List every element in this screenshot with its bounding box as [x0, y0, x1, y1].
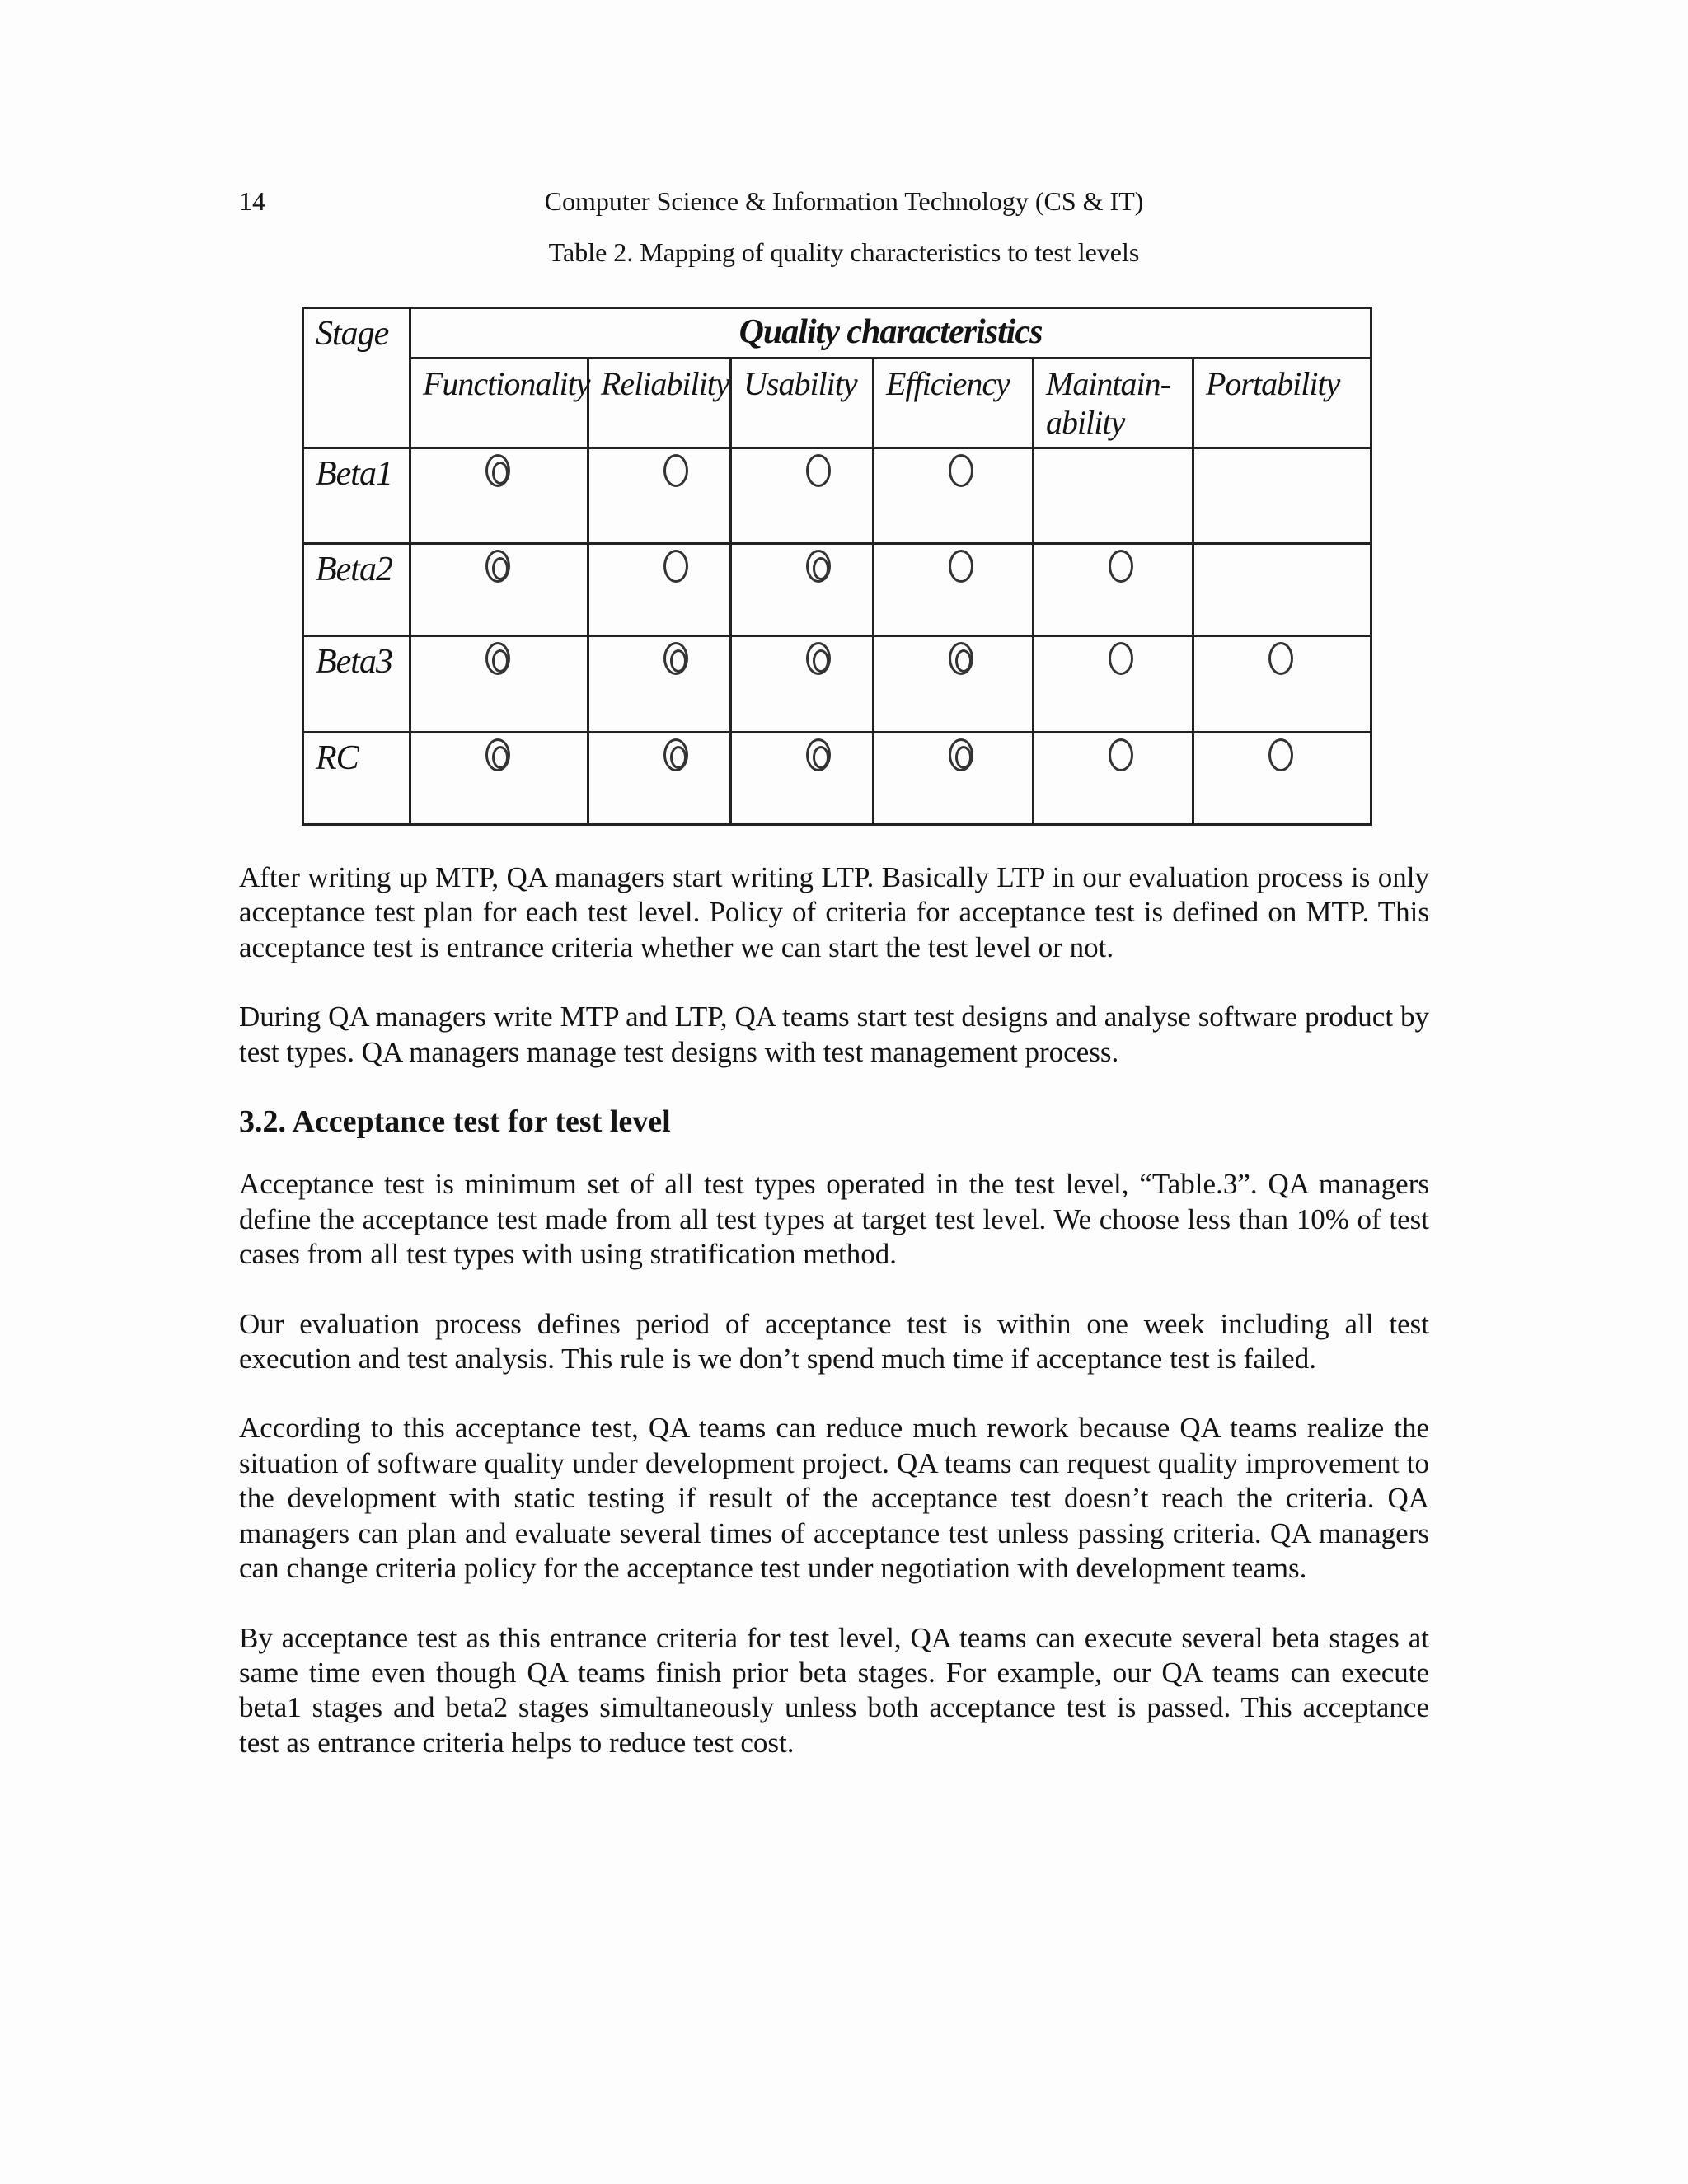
column-header-reliability: Reliability: [588, 359, 731, 448]
paragraph: Acceptance test is minimum set of all test types operated in the test level, “Table.3”. QA managers define the acceptance test made from all test types at target test level. We choose less than 10% of test cases from all test types with using stratification method.: [239, 1168, 1429, 1271]
mark-cell: [731, 732, 874, 824]
mark-cell: [1193, 544, 1372, 636]
column-header-functionality: Functionality: [410, 359, 588, 448]
double-circle-icon: [949, 738, 973, 771]
double-circle-icon: [485, 454, 510, 487]
table-body: [303, 448, 1372, 825]
section-heading: 3.2. Acceptance test for test level: [239, 1104, 671, 1140]
stage-cell: RC: [303, 732, 410, 824]
column-header-portability: Portability: [1193, 359, 1372, 448]
circle-icon: [949, 550, 973, 583]
table-row: [303, 636, 1372, 732]
paragraph: Our evaluation process defines period of acceptance test is within one week including all test execution and test analysis. This rule is we don’t spend much time if acceptance test is failed.: [239, 1307, 1429, 1376]
mark-cell: [874, 732, 1034, 824]
mark-cell: [731, 544, 874, 636]
mark-cell: [1034, 732, 1193, 824]
mark-cell: [1034, 636, 1193, 732]
circle-icon: [949, 454, 973, 487]
quality-characteristics-header: Quality characteristics: [410, 308, 1372, 359]
double-circle-icon: [806, 642, 831, 675]
mark-cell: [1034, 544, 1193, 636]
table-row: [303, 544, 1372, 636]
circle-icon: [1109, 550, 1133, 583]
mark-cell: [588, 636, 731, 732]
double-circle-icon: [485, 642, 510, 675]
mark-cell: [874, 544, 1034, 636]
mark-cell: [588, 544, 731, 636]
mark-cell: [1193, 636, 1372, 732]
mark-cell: [731, 448, 874, 544]
page-number: 14: [239, 186, 265, 216]
double-circle-icon: [485, 738, 510, 771]
paragraph: After writing up MTP, QA managers start writing LTP. Basically LTP in our evaluation process is only acceptance test plan for each test level. Policy of criteria for acceptance test is defined on MTP. This acceptance test is entrance criteria whether we can start the test level or not.: [239, 861, 1429, 963]
body-text: [239, 860, 1429, 1795]
mark-cell: [1034, 448, 1193, 544]
mark-cell: [410, 544, 588, 636]
quality-table-container: [302, 307, 1370, 826]
circle-icon: [663, 454, 688, 487]
mark-cell: [410, 732, 588, 824]
mark-cell: [874, 448, 1034, 544]
table-caption: Table 2. Mapping of quality characteristics to test levels: [548, 237, 1140, 267]
double-circle-icon: [806, 738, 831, 771]
mark-cell: [1193, 732, 1372, 824]
table-row: [303, 448, 1372, 544]
stage-cell: Beta3: [303, 636, 410, 732]
column-header-usability: Usability: [731, 359, 874, 448]
table-row: [303, 732, 1372, 824]
paragraph: During QA managers write MTP and LTP, QA teams start test designs and analyse software product by test types. QA managers manage test designs with test management process.: [239, 1001, 1429, 1068]
running-head: Computer Science & Information Technology (CS & IT): [544, 186, 1144, 216]
mark-cell: [874, 636, 1034, 732]
double-circle-icon: [806, 550, 831, 583]
quality-characteristics-table: [302, 307, 1372, 826]
mark-cell: [1193, 448, 1372, 544]
mark-cell: [588, 732, 731, 824]
circle-icon: [1268, 738, 1293, 771]
circle-icon: [663, 550, 688, 583]
circle-icon: [1268, 642, 1293, 675]
circle-icon: [1109, 642, 1133, 675]
circle-icon: [806, 454, 831, 487]
mark-cell: [410, 636, 588, 732]
paragraph: According to this acceptance test, QA teams can reduce much rework because QA teams realize the situation of software quality under development project. QA teams can request quality improvement to the development with static testing if result of the acceptance test doesn’t reach the criteria. QA managers can plan and evaluate several times of acceptance test unless passing criteria. QA managers can change criteria policy for the acceptance test under negotiation with development teams.: [239, 1412, 1429, 1585]
column-header-efficiency: Efficiency: [874, 359, 1034, 448]
stage-cell: Beta2: [303, 544, 410, 636]
double-circle-icon: [485, 550, 510, 583]
double-circle-icon: [949, 642, 973, 675]
column-header-maintainability: Maintain-ability: [1034, 359, 1193, 448]
mark-cell: [410, 448, 588, 544]
circle-icon: [1109, 738, 1133, 771]
paragraph: By acceptance test as this entrance criteria for test level, QA teams can execute several beta stages at same time even though QA teams finish prior beta stages. For example, our QA teams can execute beta1 stages and beta2 stages simultaneously unless both acceptance test is passed. This acceptance test as entrance criteria helps to reduce test cost.: [239, 1621, 1429, 1759]
mark-cell: [588, 448, 731, 544]
double-circle-icon: [663, 642, 688, 675]
stage-cell: Beta1: [303, 448, 410, 544]
stage-header: Stage: [303, 308, 410, 448]
double-circle-icon: [663, 738, 688, 771]
mark-cell: [731, 636, 874, 732]
